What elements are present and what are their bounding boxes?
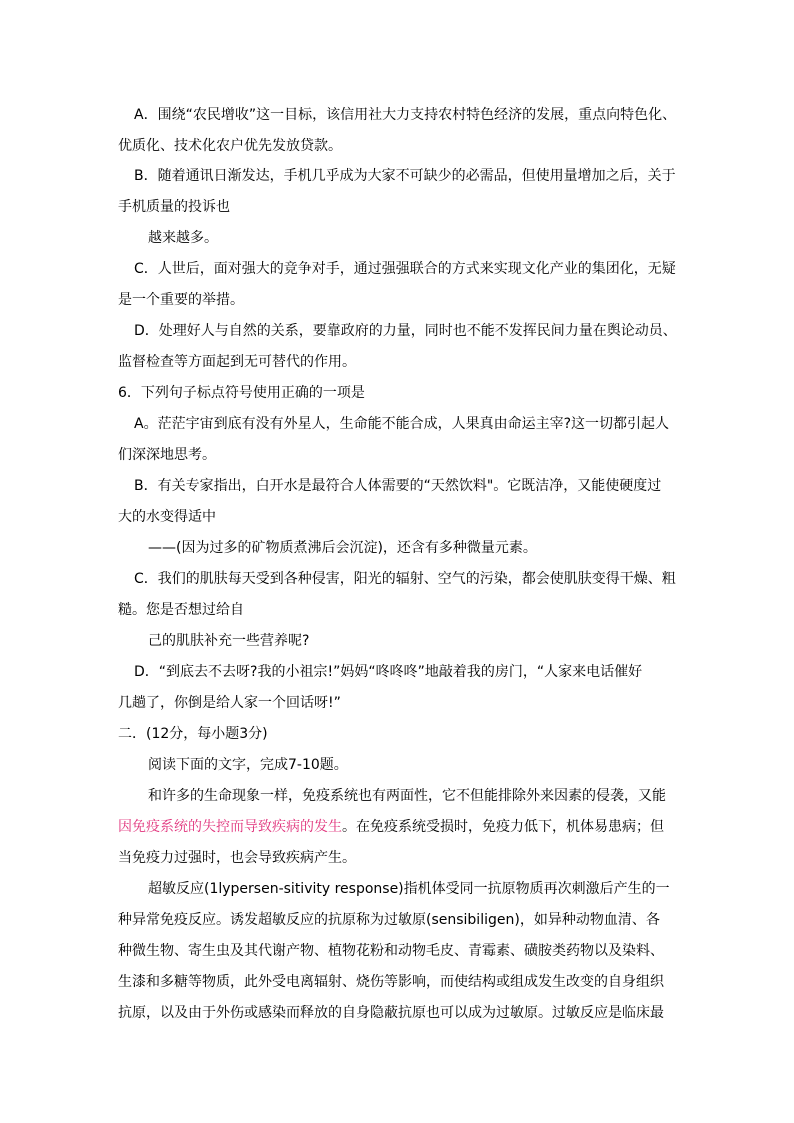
option-b-line-1: B．随着通讯日渐发达，手机几乎成为大家不可缺少的必需品，但使用量增加之后，关于 [134, 168, 676, 184]
option-d-line-2: 监督检查等方面起到无可替代的作用。 [118, 354, 356, 370]
question-6-title: 6．下列句子标点符号使用正确的一项是 [118, 385, 365, 401]
passage-p1-line-1: 和许多的生命现象一样，免疫系统也有两面性，它不但能排除外来因素的侵袭，又能 [148, 788, 666, 804]
option-d-line-1: D．处理好人与自然的关系，要靠政府的力量，同时也不能不发挥民间力量在舆论动员、 [134, 323, 677, 339]
passage-p2-line-4: 生漆和多糖等物质，此外受电离辐射、烧伤等影响，而使结构或组成发生改变的自身组织 [118, 974, 664, 990]
q6-option-a-line-2: 们深深地思考。 [118, 447, 216, 463]
q6-option-d-line-1: D．“到底去不去呀?我的小祖宗!”妈妈“咚咚咚”地敲着我的房门，“人家来电话催好 [134, 664, 643, 680]
q6-option-b-line-3: ——(因为过多的矿物质煮沸后会沉淀)，还含有多种微量元素。 [148, 540, 537, 556]
q6-option-d-line-2: 几趟了，你倒是给人家一个回话呀!” [118, 695, 341, 711]
passage-p1-line-3: 当免疫力过强时，也会导致疾病产生。 [118, 850, 356, 866]
reading-instruction: 阅读下面的文字，完成7-10题。 [148, 757, 348, 773]
section-2-title: 二．(12分，每小题3分) [118, 726, 268, 742]
passage-p2-line-1: 超敏反应(1lypersen-sitivity response)指机体受同一抗原物质再次刺激后产生的一 [148, 881, 670, 897]
q6-option-c-line-2: 糙。您是否想过给自 [118, 602, 244, 618]
option-b-line-3: 越来越多。 [148, 230, 218, 246]
passage-p2-line-3: 种微生物、寄生虫及其代谢产物、植物花粉和动物毛皮、青霉素、磺胺类药物以及染料、 [118, 943, 664, 959]
passage-p2-line-2: 种异常免疫反应。诱发超敏反应的抗原称为过敏原(sensibiligen)，如异种动物血清、各 [118, 912, 660, 928]
passage-p1-line-2-rest: 。在免疫系统受损时，免疫力低下，机体易患病；但 [342, 819, 664, 835]
option-b-line-2: 手机质量的投诉也 [118, 199, 230, 215]
q6-option-c-line-1: C．我们的肌肤每天受到各种侵害，阳光的辐射、空气的污染，都会使肌肤变得干燥、粗 [134, 571, 676, 587]
q6-option-b-line-1: B．有关专家指出，白开水是最符合人体需要的“天然饮料"。它既洁净，又能使硬度过 [134, 478, 662, 494]
option-c-line-1: C．人世后，面对强大的竞争对手，通过强强联合的方式来实现文化产业的集团化，无疑 [134, 261, 676, 277]
passage-p2-line-5: 抗原，以及由于外伤或感染而释放的自身隐蔽抗原也可以成为过敏原。过敏反应是临床最 [118, 1005, 664, 1021]
option-a-line-1: A．围绕“农民增收”这一目标，该信用社大力支持农村特色经济的发展，重点向特色化、 [134, 107, 677, 123]
q6-option-c-line-3: 己的肌肤补充一些营养呢? [148, 633, 310, 649]
highlighted-phrase: 因免疫系统的失控而导致疾病的发生 [118, 819, 342, 835]
option-c-line-2: 是一个重要的举措。 [118, 292, 244, 308]
option-a-line-2: 优质化、技术化农户优先发放贷款。 [118, 138, 342, 154]
q6-option-b-line-2: 大的水变得适中 [118, 509, 216, 525]
q6-option-a-line-1: A。茫茫宇宙到底有没有外星人，生命能不能合成，人果真由命运主宰?这一切都引起人 [134, 416, 670, 432]
passage-p1-line-2 [118, 817, 664, 837]
